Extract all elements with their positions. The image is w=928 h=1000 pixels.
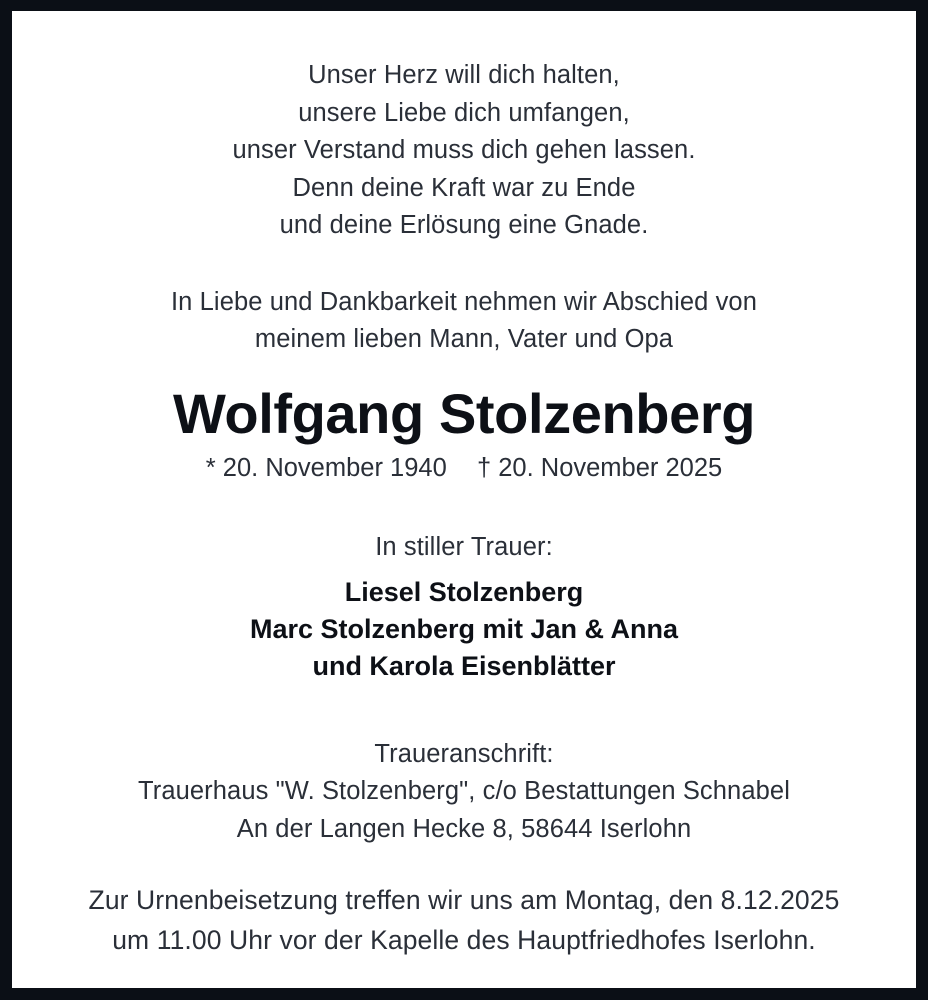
farewell-intro: [30, 284, 898, 359]
mourner-name-3: und Karola Eisenblätter: [312, 650, 616, 681]
service-line-1: Zur Urnenbeisetzung treffen wir uns am Montag, den 8.12.2025: [88, 885, 840, 915]
mourners-label: In stiller Trauer:: [375, 532, 553, 561]
mourners-section: [30, 529, 898, 685]
death-symbol: †: [476, 453, 492, 482]
memorial-verse: [30, 57, 898, 245]
mourner-name-2: Marc Stolzenberg mit Jan & Anna: [249, 613, 679, 644]
obituary-card: [12, 11, 916, 988]
address-label: Traueranschrift:: [374, 739, 554, 768]
verse-line-4: Denn deine Kraft war zu Ende: [292, 173, 636, 202]
birth-symbol: *: [205, 453, 216, 482]
condolence-address: [30, 736, 898, 849]
verse-line-1: Unser Herz will dich halten,: [308, 61, 620, 89]
mourner-name-1: Liesel Stolzenberg: [344, 576, 584, 607]
death-date: 20. November 2025: [498, 453, 723, 482]
birth-date: 20. November 1940: [222, 453, 447, 482]
service-line-2: um 11.00 Uhr vor der Kapelle des Hauptfriedhofes Iserlohn.: [112, 925, 816, 955]
intro-line-2: meinem lieben Mann, Vater und Opa: [254, 325, 674, 353]
intro-line-1: In Liebe und Dankbarkeit nehmen wir Abschied von: [171, 287, 757, 316]
address-line-2: An der Langen Hecke 8, 58644 Iserlohn: [236, 814, 692, 843]
service-details: [30, 880, 898, 960]
verse-line-5: und deine Erlösung eine Gnade.: [279, 211, 649, 239]
verse-line-2: unsere Liebe dich umfangen,: [298, 98, 630, 127]
deceased-dates: [30, 452, 898, 484]
address-line-1: Trauerhaus "W. Stolzenberg", c/o Bestattungen Schnabel: [138, 777, 790, 805]
verse-line-3: unser Verstand muss dich gehen lassen.: [232, 136, 696, 164]
mourner-list: [30, 574, 898, 685]
deceased-name: Wolfgang Stolzenberg: [172, 381, 756, 445]
